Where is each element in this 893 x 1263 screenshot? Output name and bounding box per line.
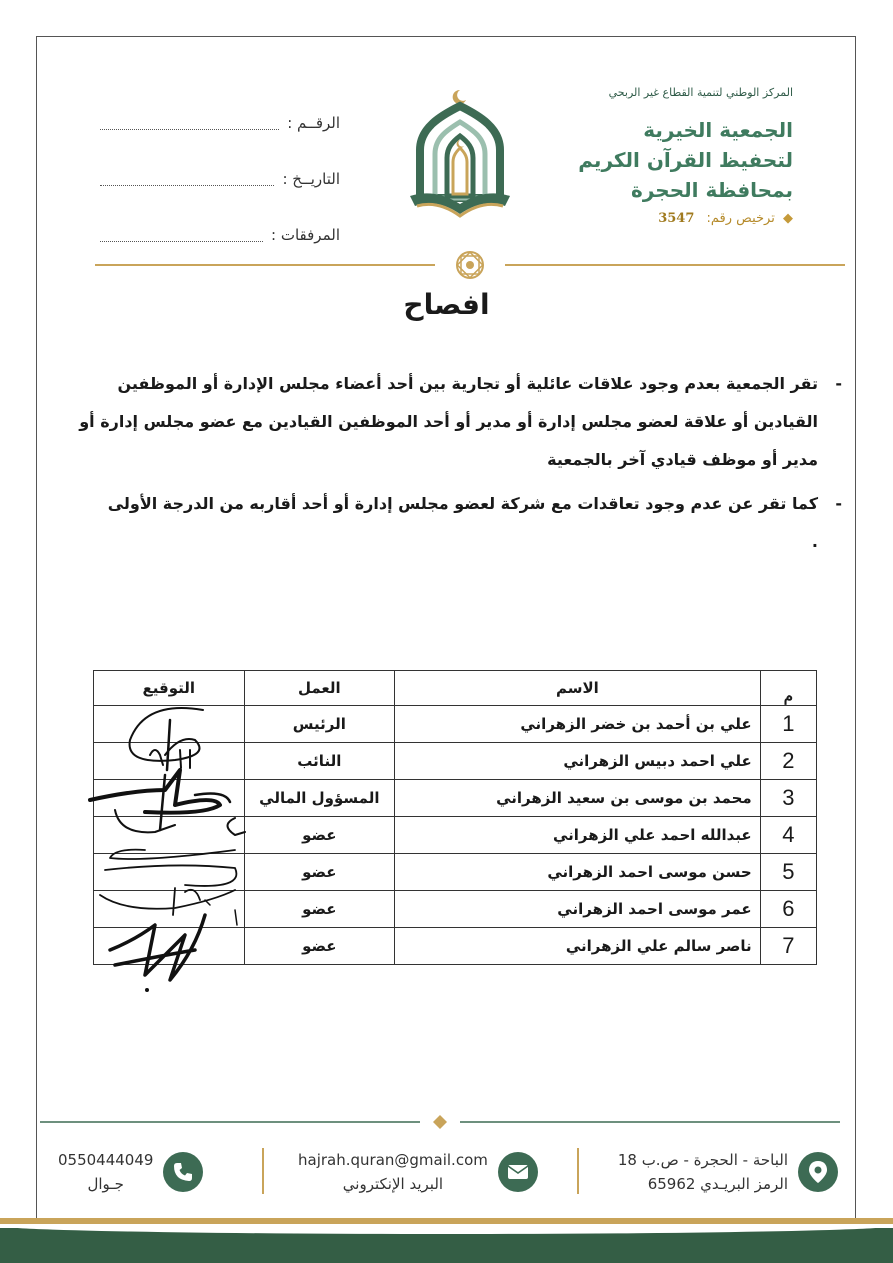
license-number: 3547 <box>658 211 695 226</box>
row-signature <box>94 928 245 965</box>
phone-number[interactable]: 0550444049 <box>58 1151 154 1169</box>
diamond-icon <box>433 1115 447 1129</box>
header-role: العمل <box>244 671 395 706</box>
row-name: محمد بن موسى بن سعيد الزهراني <box>395 780 761 817</box>
row-name: حسن موسى احمد الزهراني <box>395 854 761 891</box>
row-role: عضو <box>244 928 395 965</box>
row-name: ناصر سالم علي الزهراني <box>395 928 761 965</box>
row-role: النائب <box>244 743 395 780</box>
row-role: عضو <box>244 891 395 928</box>
envelope-icon <box>498 1152 538 1192</box>
row-name: علي احمد دبيس الزهراني <box>395 743 761 780</box>
row-role: المسؤول المالي <box>244 780 395 817</box>
meta-number-row <box>100 95 340 151</box>
table-row <box>94 743 817 780</box>
row-name: عمر موسى احمد الزهراني <box>395 891 761 928</box>
org-name-line: الجمعية الخيرية <box>643 118 793 142</box>
license-label: ترخيص رقم: <box>706 211 775 226</box>
row-signature <box>94 817 245 854</box>
license-info <box>553 211 793 226</box>
table-row <box>94 854 817 891</box>
email-contact[interactable] <box>298 1148 538 1196</box>
number-field <box>100 117 279 130</box>
row-num: 7 <box>760 928 816 965</box>
attachments-label: المرفقات : <box>271 226 340 244</box>
clause-tail: . <box>811 532 818 551</box>
ornament-icon <box>457 252 483 278</box>
clause-dash: - <box>835 374 842 393</box>
clause-item <box>58 365 848 479</box>
clause-item <box>58 485 848 561</box>
phone-contact[interactable] <box>58 1148 203 1196</box>
table-row <box>94 928 817 965</box>
organization-name <box>553 115 793 205</box>
location-pin-icon <box>798 1152 838 1192</box>
document-meta <box>100 95 340 263</box>
header-signature: التوقيع <box>94 671 245 706</box>
members-table <box>93 670 817 965</box>
org-name-line: بمحافظة الحجرة <box>631 178 793 202</box>
row-name: علي بن أحمد بن خضر الزهراني <box>395 706 761 743</box>
row-signature <box>94 743 245 780</box>
phone-label: جـوال <box>87 1175 124 1193</box>
date-label: التاريــخ : <box>282 170 340 188</box>
table-row <box>94 817 817 854</box>
footer-divider <box>40 1112 840 1132</box>
diamond-icon: ◆ <box>783 211 793 226</box>
row-num: 2 <box>760 743 816 780</box>
clause-text: تقر الجمعية بعدم وجود علاقات عائلية أو تجارية بين أحد أعضاء مجلس الإدارة أو الموظفين القيادين أو علاقة لعضو مجلس إدارة أو مدير أو أحد الموظفين القيادين مع عضو مجلس إدارة أو مدير أو موظف قيادي آخر بالجمعية <box>79 374 818 469</box>
header-name: الاسم <box>395 671 761 706</box>
footer-separator <box>262 1148 264 1194</box>
row-signature <box>94 891 245 928</box>
row-num: 5 <box>760 854 816 891</box>
email-label: البريد الإنكتروني <box>342 1175 444 1193</box>
row-num: 6 <box>760 891 816 928</box>
address-line: الباحة - الحجرة - ص.ب 18 <box>617 1151 788 1169</box>
postal-code-line: الرمز البريـدي 65962 <box>647 1175 788 1193</box>
date-field <box>100 173 274 186</box>
row-signature <box>94 706 245 743</box>
organization-header <box>553 86 793 226</box>
parent-center-name: المركز الوطني لتنمية القطاع غير الربحي <box>608 86 793 99</box>
row-name: عبدالله احمد علي الزهراني <box>395 817 761 854</box>
row-num: 1 <box>760 706 816 743</box>
page-title: افصاح <box>403 288 490 321</box>
table-row <box>94 891 817 928</box>
disclosure-clauses <box>58 365 848 561</box>
row-role: عضو <box>244 854 395 891</box>
clause-text: كما تقر عن عدم وجود تعاقدات مع شركة لعضو مجلس إدارة أو أحد أقاربه من الدرجة الأولى <box>107 494 818 513</box>
row-signature <box>94 780 245 817</box>
footer-separator <box>577 1148 579 1194</box>
row-role: عضو <box>244 817 395 854</box>
row-num: 4 <box>760 817 816 854</box>
meta-date-row <box>100 151 340 207</box>
header-num: م <box>760 671 816 706</box>
email-address[interactable]: hajrah.quran@gmail.com <box>298 1151 488 1169</box>
table-row <box>94 780 817 817</box>
address-contact <box>618 1148 838 1196</box>
table-row <box>94 706 817 743</box>
row-role: الرئيس <box>244 706 395 743</box>
row-num: 3 <box>760 780 816 817</box>
number-label: الرقــم : <box>287 114 340 132</box>
row-signature <box>94 854 245 891</box>
clause-dash: - <box>835 494 842 513</box>
header-divider <box>95 250 845 280</box>
table-header-row <box>94 671 817 706</box>
attachments-field <box>100 229 263 242</box>
mosque-book-logo-icon <box>405 88 515 228</box>
org-name-line: لتحفيظ القرآن الكريم <box>578 148 793 172</box>
phone-icon <box>163 1152 203 1192</box>
